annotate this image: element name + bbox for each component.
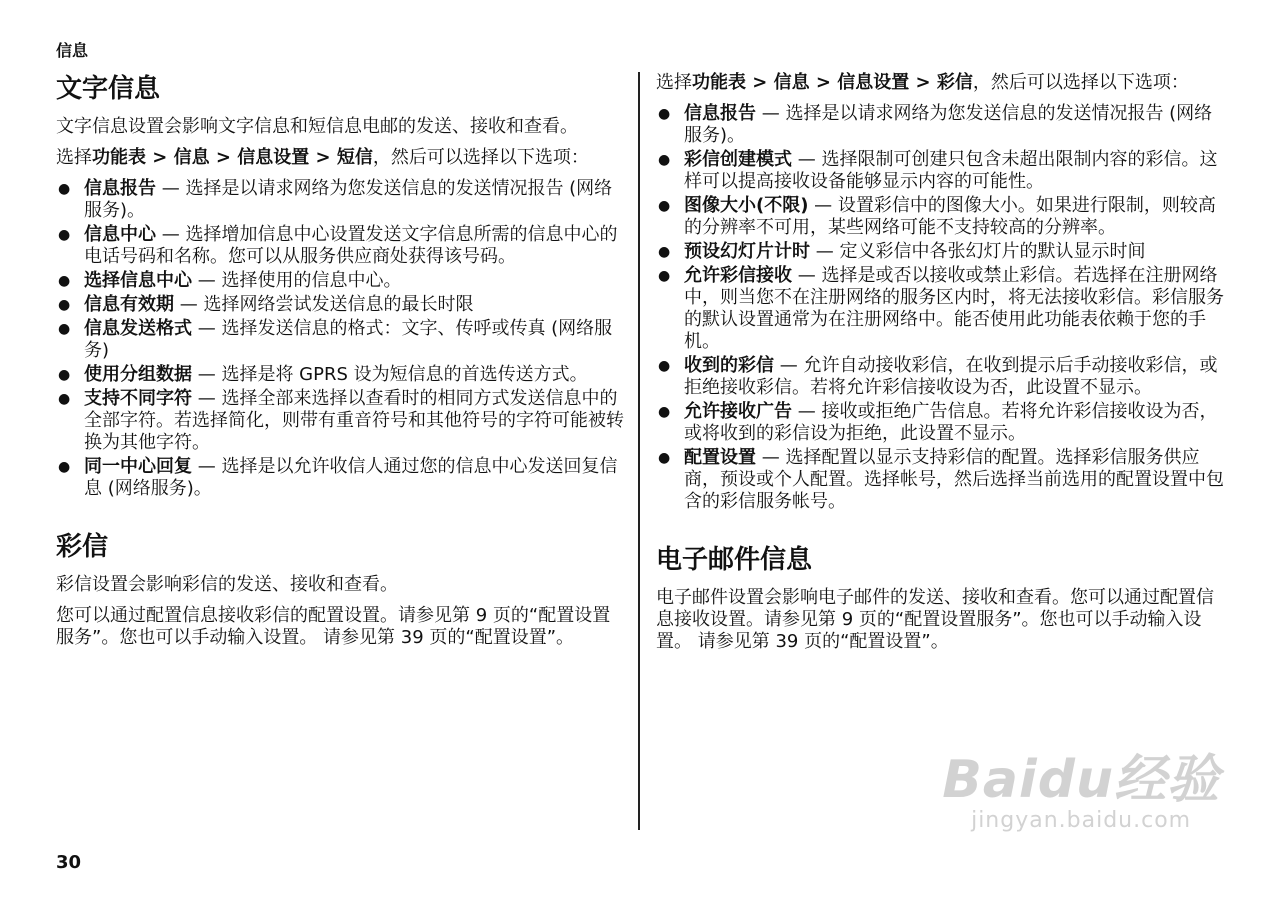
- list-item: ● 配置设置 — 选择配置以显示支持彩信的配置。选择彩信服务供应商，预设或个人配置。选择帐号，然后选择当前选用的配置设置中包含的彩信服务帐号。: [656, 447, 1228, 513]
- mms-intro: 彩信设置会影响彩信的发送、接收和查看。: [56, 574, 398, 595]
- list-item: ● 收到的彩信 — 允许自动接收彩信，在收到提示后手动接收彩信，或拒绝接收彩信。若将允许彩信接收设为否，此设置不显示。: [656, 355, 1228, 399]
- list-item: ● 支持不同字符 — 选择全部来选择以查看时的相同方式发送信息中的全部字符。若选择简化，则带有重音符号和其他符号的字符可能被转换为其他字符。: [56, 388, 624, 454]
- list-item: ● 信息中心 — 选择增加信息中心设置发送文字信息所需的信息中心的电话号码和名称。您可以从服务供应商处获得该号码。: [56, 224, 624, 268]
- section-title-email: 电子邮件信息: [656, 545, 813, 575]
- left-column: [56, 72, 624, 658]
- section-title-mms: 彩信: [56, 532, 109, 562]
- watermark-url: jingyan.baidu.com: [971, 808, 1192, 833]
- text-sms-intro: 文字信息设置会影响文字信息和短信息电邮的发送、接收和查看。: [56, 116, 578, 137]
- list-item: ● 允许彩信接收 — 选择是或否以接收或禁止彩信。若选择在注册网络中，则当您不在注册网络的服务区内时，将无法接收彩信。彩信服务的默认设置通常为在注册网络中。能否使用此功能表依赖于您的手机。: [656, 265, 1228, 353]
- text-sms-options-list: [56, 178, 624, 500]
- list-item: ● 信息报告 — 选择是以请求网络为您发送信息的发送情况报告 (网络服务)。: [56, 178, 624, 222]
- watermark-logo: Baidu经验: [942, 750, 1220, 810]
- list-item: ● 图像大小(不限) — 设置彩信中的图像大小。如果进行限制，则较高的分辨率不可用，某些网络可能不支持较高的分辨率。: [656, 195, 1228, 239]
- text-sms-menu-path: 选择功能表 > 信息 > 信息设置 > 短信，然后可以选择以下选项：: [56, 147, 589, 168]
- baidu-watermark: [942, 752, 1220, 833]
- mms-config-note: 您可以通过配置信息接收彩信的配置设置。请参见第 9 页的“配置设置服务”。您也可以手动输入设置。 请参见第 39 页的“配置设置”。: [56, 605, 611, 648]
- list-item: ● 信息报告 — 选择是以请求网络为您发送信息的发送情况报告 (网络服务)。: [656, 103, 1228, 147]
- section-title-text-sms: 文字信息: [56, 74, 161, 104]
- list-item: ● 信息发送格式 — 选择发送信息的格式：文字、传呼或传真 (网络服务): [56, 318, 624, 362]
- running-header: 信息: [56, 41, 89, 60]
- email-body: 电子邮件设置会影响电子邮件的发送、接收和查看。您可以通过配置信息接收设置。请参见第 9 页的“配置设置服务”。您也可以手动输入设置。 请参见第 39 页的“配置设置”。: [656, 587, 1214, 652]
- right-column: [656, 72, 1228, 662]
- page-number: 30: [56, 852, 82, 873]
- list-item: ● 彩信创建模式 — 选择限制可创建只包含未超出限制内容的彩信。这样可以提高接收设备能够显示内容的可能性。: [656, 149, 1228, 193]
- column-divider: [638, 72, 640, 830]
- list-item: ● 同一中心回复 — 选择是以允许收信人通过您的信息中心发送回复信息 (网络服务)。: [56, 456, 624, 500]
- list-item: ● 信息有效期 — 选择网络尝试发送信息的最长时限: [56, 294, 624, 316]
- list-item: ● 允许接收广告 — 接收或拒绝广告信息。若将允许彩信接收设为否，或将收到的彩信设为拒绝，此设置不显示。: [656, 401, 1228, 445]
- list-item: ● 预设幻灯片计时 — 定义彩信中各张幻灯片的默认显示时间: [656, 241, 1228, 263]
- list-item: ● 使用分组数据 — 选择是将 GPRS 设为短信息的首选传送方式。: [56, 364, 624, 386]
- mms-menu-path: 选择功能表 > 信息 > 信息设置 > 彩信，然后可以选择以下选项：: [656, 72, 1189, 93]
- list-item: ● 选择信息中心 — 选择使用的信息中心。: [56, 270, 624, 292]
- mms-options-list: [656, 103, 1228, 513]
